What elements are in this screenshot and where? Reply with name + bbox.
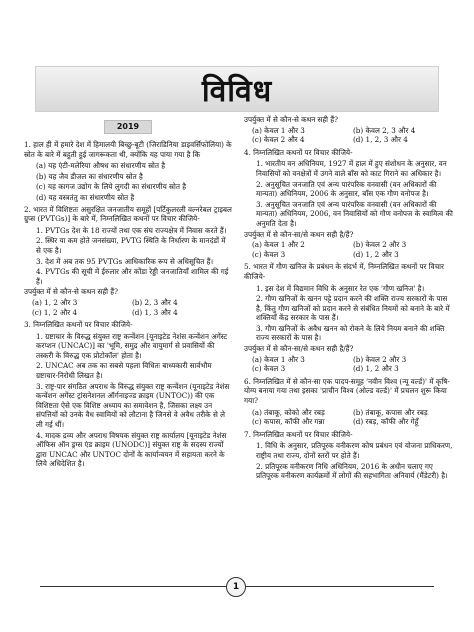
q3-prompt: उपर्युक्त में से कौन-से कथन सही हैं? (244, 115, 338, 124)
q4-statement-1: 1. भारतीय वन अधिनियम, 1927 में हाल में हुए संशोधन के अनुसार, वन निवासियों को वनक्षेत्रों में उगने वाले बाँस को काट गिराने का अधिकार है। (256, 159, 447, 178)
q1-option-c: (c) यह कागज उद्योग के लिये लुगदी का संधारणीय स्रोत है (36, 182, 187, 192)
page-title: विविध (35, 66, 439, 112)
q5-statement-2: 2. गौण खनिजों के खनन पट्टे प्रदान करने की शक्ति राज्य सरकारों के पास है, किंतु गौण खनिजों को प्रदान करने से संबंधित नियमों को बनाने के बारे में शक्तियाँ केंद्र सरकार के पास हैं। (256, 294, 450, 323)
q6-options (244, 408, 454, 427)
q4-option-b: (b) केवल 2 और 3 (353, 240, 407, 250)
q5-option-c: (c) केवल 3 (252, 364, 286, 374)
q2-prompt: उपर्युक्त में से कौन-से कथन सही हैं? (24, 287, 118, 297)
q5-statement-3: 3. गौण खनिजों के अवैध खनन को रोकने के लिये नियम बनाने की शक्ति राज्य सरकारों के पास है। (256, 323, 445, 343)
left-column (24, 114, 232, 470)
q6-option-a: (a) तंबाकू, कोको और रबड़ (252, 407, 325, 417)
q3-statement-3: 3. राष्ट्र-पार संगठित अपराध के विरुद्ध संयुक्त राष्ट्र कन्वेंशन (यूनाइटेड नेशंस कन्वेंशन अगेंस्ट ट्रांसनेशनल ऑर्गनाइज्ड क्राइम (UNTOC)) की एक विशिष्टता ऐसे एक विशिष्ट अध्याय का समावेशन है, जिसका लक्ष्य उन संपत्तियों को उनके वैध स्वामियों को लौटाना है जिनसे वे अवैध तरीके से ले ली गई थीं। (36, 381, 230, 430)
q1-option-a: (a) यह एंटी-मलेरिया औषध का संधारणीय स्रोत है (36, 161, 166, 171)
question-5: 5. भारत में गौण खनिज के प्रबंधन के संदर्भ में, निम्नलिखित कथनों पर विचार कीजिये- (244, 262, 444, 281)
question-2: 2. भारत में विशिष्टतः असुरक्षित जनजातीय समूहों [पर्टिकुलरली वल्नरेबल ट्राइबल ग्रुप्स (PVTGs)] के बारे में, निम्नलिखित कथनों पर विचार कीजिये- (24, 204, 232, 224)
q3-statement-1: 1. ग्रष्टाचार के विरुद्ध संयुक्त राष्ट्र कन्वेंशन [यूनाइटेड नेशंस कन्वेंशन अगेंस्ट करप्शन (UNCAC)] का 'भूमि, समुद्र और वायुमार्ग से प्रवासियों की तस्करी के विरुद्ध एक प्रोटोकॉल' होता है। (36, 331, 228, 360)
q2-option-d: (d) 1, 3 और 4 (132, 307, 178, 317)
q6-option-d: (d) रबड़, कॉफी और गेहूँ (353, 417, 419, 427)
q4-options (244, 240, 454, 259)
q2-option-b: (b) 2, 3 और 4 (132, 297, 178, 307)
q2-statement-2: 2. स्थिर या कम होते जनसंख्या, PVTG स्थिति के निर्धारण के मानदंडों में से एक है। (36, 236, 226, 255)
question-3: 3. निम्नलिखित कथनों पर विचार कीजिये- (24, 320, 133, 330)
q3-option-b: (b) केवल 2, 3 और 4 (353, 125, 416, 135)
q2-option-a: (a) 1, 2 और 3 (32, 297, 78, 307)
q2-statement-4: 4. PVTGs की सूची में ईरुलार और कोंडा रेड्डी जनजातियाँ शामिल की गई हैं। (36, 267, 229, 286)
q4-prompt: उपर्युक्त में से कौन-सा/से कथन सही है/हैं? (244, 229, 354, 239)
q3-option-c: (c) केवल 2 और 4 (252, 135, 305, 145)
q5-statement-1: 1. इस देश में विद्यमान विधि के अनुसार रेत एक 'गौण खनिज' है। (256, 283, 425, 293)
page-number: 1 (226, 577, 246, 597)
q6-option-c: (c) कपास, कॉफी और गन्ना (252, 417, 325, 427)
q2-statement-3: 3. देश में अब तक 95 PVTGs आधिकारिक रूप से अधिसूचित हैं। (36, 256, 214, 266)
q4-option-c: (c) केवल 3 (252, 249, 286, 259)
q4-option-d: (d) 1, 2 और 3 (353, 249, 399, 259)
question-6: 6. निम्नलिखित में से कौन-सा एक पादप-समूह 'नवीन विश्व (न्यू वर्ल्ड)' में कृषि-योग्य बनाया गया तथा इसका 'प्राचीन विश्व (ओल्ड वर्ल्ड)' में प्रचलन शुरू किया गया? (244, 376, 450, 406)
q6-option-b: (b) तंबाकू, कपास और रबड़ (353, 407, 428, 417)
q2-option-c: (c) 1, 2 और 4 (32, 307, 78, 317)
q5-options (244, 355, 454, 374)
q3-option-a: (a) केवल 1 और 3 (252, 125, 305, 135)
q2-options (24, 298, 232, 317)
q7-statement-2: 2. प्रतिपूरक वनीकरण निधि अधिनियम, 2016 के अधीन चलाए गए प्रतिपूरक वनीकरण कार्यक्रमों में लोगों की सहभागिता अनिवार्य (मैंडेटरी) है। (256, 461, 448, 481)
q5-prompt: उपर्युक्त में से कौन-सा/से कथन सही है/हैं? (244, 344, 354, 354)
q5-option-d: (d) 1, 2 और 3 (353, 364, 399, 374)
q4-statement-2: 2. अनुसूचित जनजाति एवं अन्य पारंपरिक वनवासी (वन अधिकारों की मान्यता) अधिनियम, 2006 के अनुसार, बाँस एक गौण वनोपज है। (256, 179, 437, 199)
q3-statement-4: 4. मादक द्रव्य और अपराध विषयक संयुक्त राष्ट्र कार्यालय [यूनाइटेड नेशंस ऑफिस ऑन ड्रग्स एंड क्राइम (UNODC)] संयुक्त राष्ट्र के सदस्य राज्यों द्वारा UNCAC और UNTOC दोनों के कार्यान्वयन में सहायता करने के लिये अधिदेशित है। (36, 430, 227, 469)
question-4: 4. निम्नलिखित कथनों पर विचार कीजिये- (244, 147, 353, 157)
q5-option-a: (a) केवल 1 और 3 (252, 354, 305, 364)
q1-option-b: (b) यह जैव डीजल का संधारणीय स्रोत है (36, 171, 143, 181)
q4-option-a: (a) केवल 1 और 2 (252, 240, 305, 250)
q4-statement-3: 3. अनुसूचित जनजाति एवं अन्य पारंपरिक वनवासी (वन अधिकारों की मान्यता) अधिनियम, 2006, वन निवासियों को गौण वनोपज के स्वामित्व की अनुमति देता है। (256, 199, 453, 228)
q3-options (244, 126, 454, 145)
q5-option-b: (b) केवल 2 और 3 (353, 354, 407, 364)
q3-option-d: (d) 1, 2, 3 और 4 (353, 135, 408, 145)
year-badge: 2019 (104, 120, 152, 134)
q7-statement-1: 1. विधि के अनुसार, प्रतिपूरक वनीकरण कोष प्रबंधन एवं योजना प्राधिकरण, राष्ट्रीय तथा राज्य, दोनों स्तरों पर होते हैं। (256, 441, 453, 460)
question-1: 1. हाल ही में हमारे देश में हिमालयी बिच्छु-बूटी (जिराडिनिया डाइवर्सिफोलिया) के स्रोत के बारे में बहुती हुई जागरूकता थी, क्योंकि यह पाया गया है कि (24, 140, 232, 159)
question-7: 7. निम्नलिखित कथनों पर विचार कीजिये- (244, 429, 353, 439)
q3-statement-2: 2. UNCAC अब तक का सबसे पहला विधितः बाध्यकारी सार्वभौम ग्रष्टाचार-निरोधी लिखत है। (36, 361, 212, 381)
q1-option-d: (d) यह वस्त्रतंतु का संधारणीय स्रोत है (36, 192, 135, 202)
q2-statement-1: 1. PVTGs देश के 18 राज्यों तथा एक संघ राज्यक्षेत्र में निवास करते हैं। (36, 225, 227, 235)
right-column (244, 114, 454, 482)
